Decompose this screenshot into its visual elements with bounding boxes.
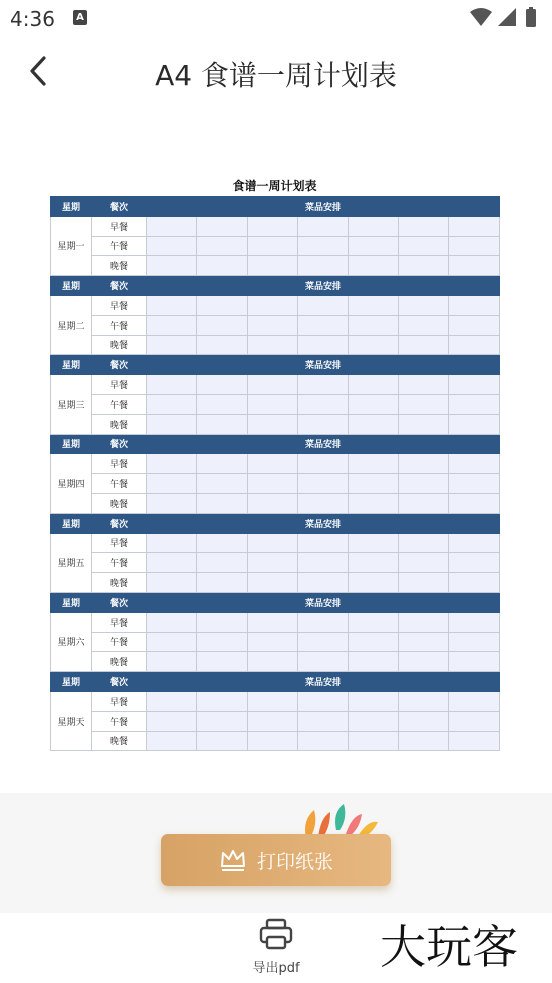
dish-cell[interactable]: [449, 335, 500, 355]
dish-cell[interactable]: [247, 731, 297, 751]
dish-cell[interactable]: [348, 454, 398, 474]
dish-cell[interactable]: [197, 375, 247, 395]
dish-cell[interactable]: [398, 533, 448, 553]
dish-cell[interactable]: [449, 256, 500, 276]
dish-cell[interactable]: [449, 533, 500, 553]
meal-cell: 午餐: [92, 711, 147, 731]
table-header-row: [51, 276, 500, 296]
dish-cell[interactable]: [197, 216, 247, 236]
dish-cell[interactable]: [398, 216, 448, 236]
document-preview: [50, 176, 499, 751]
wifi-icon: [470, 8, 492, 26]
meal-cell: 午餐: [92, 394, 147, 414]
table-row: [51, 533, 500, 553]
dish-cell[interactable]: [147, 236, 197, 256]
battery-icon: [526, 9, 536, 27]
dish-cell[interactable]: [197, 573, 247, 593]
meal-cell: 晚餐: [92, 573, 147, 593]
dish-cell[interactable]: [348, 474, 398, 494]
dish-cell[interactable]: [449, 216, 500, 236]
cell-signal-icon: [498, 8, 516, 26]
print-paper-button[interactable]: [161, 834, 391, 886]
dish-cell[interactable]: [298, 711, 348, 731]
dish-cell[interactable]: [449, 652, 500, 672]
dish-cell[interactable]: [398, 632, 448, 652]
dish-cell[interactable]: [298, 652, 348, 672]
dish-cell[interactable]: [449, 493, 500, 513]
dish-cell[interactable]: [247, 573, 297, 593]
table-row: [51, 295, 500, 315]
dish-cell[interactable]: [398, 375, 448, 395]
dish-cell[interactable]: [298, 731, 348, 751]
table-header-row: [51, 592, 500, 612]
dish-cell[interactable]: [197, 711, 247, 731]
dish-cell[interactable]: [247, 335, 297, 355]
dish-cell[interactable]: [348, 295, 398, 315]
meal-cell: 晚餐: [92, 493, 147, 513]
table-row: [51, 315, 500, 335]
app-header: [0, 38, 552, 108]
dish-cell[interactable]: [247, 394, 297, 414]
header-day-label: 星期: [51, 434, 92, 454]
header-meal-label: 餐次: [92, 355, 147, 375]
meal-cell: 午餐: [92, 553, 147, 573]
dish-cell[interactable]: [197, 533, 247, 553]
status-time: 4:36: [10, 7, 55, 31]
dish-cell[interactable]: [449, 573, 500, 593]
dish-cell[interactable]: [298, 612, 348, 632]
dish-cell[interactable]: [348, 394, 398, 414]
dish-cell[interactable]: [147, 375, 197, 395]
dish-cell[interactable]: [247, 315, 297, 335]
header-dishes-label: 菜品安排: [147, 355, 500, 375]
meal-cell: 晚餐: [92, 414, 147, 434]
dish-cell[interactable]: [247, 474, 297, 494]
dish-cell[interactable]: [449, 315, 500, 335]
dish-cell[interactable]: [298, 691, 348, 711]
dish-cell[interactable]: [147, 474, 197, 494]
dish-cell[interactable]: [298, 315, 348, 335]
dish-cell[interactable]: [147, 315, 197, 335]
table-row: [51, 573, 500, 593]
dish-cell[interactable]: [348, 652, 398, 672]
header-day-label: 星期: [51, 672, 92, 692]
day-cell: 星期三: [51, 375, 92, 434]
dish-cell[interactable]: [147, 691, 197, 711]
meal-cell: 早餐: [92, 691, 147, 711]
dish-cell[interactable]: [449, 236, 500, 256]
table-header-row: [51, 355, 500, 375]
table-header-row: [51, 197, 500, 217]
dish-cell[interactable]: [147, 394, 197, 414]
dish-cell[interactable]: [147, 652, 197, 672]
export-label: 导出pdf: [252, 961, 300, 976]
meal-cell: 早餐: [92, 533, 147, 553]
dish-cell[interactable]: [398, 394, 448, 414]
dish-cell[interactable]: [298, 295, 348, 315]
dish-cell[interactable]: [247, 533, 297, 553]
dish-cell[interactable]: [449, 632, 500, 652]
dish-cell[interactable]: [147, 573, 197, 593]
print-button-label: 打印纸张: [256, 850, 333, 873]
dish-cell[interactable]: [398, 731, 448, 751]
meal-cell: 早餐: [92, 375, 147, 395]
dish-cell[interactable]: [298, 216, 348, 236]
header-dishes-label: 菜品安排: [147, 592, 500, 612]
table-row: [51, 216, 500, 236]
dish-cell[interactable]: [247, 493, 297, 513]
header-day-label: 星期: [51, 197, 92, 217]
table-row: [51, 711, 500, 731]
table-row: [51, 731, 500, 751]
dish-cell[interactable]: [298, 236, 348, 256]
table-row: [51, 256, 500, 276]
dish-cell[interactable]: [398, 295, 448, 315]
dish-cell[interactable]: [298, 493, 348, 513]
table-row: [51, 493, 500, 513]
dish-cell[interactable]: [298, 256, 348, 276]
day-cell: 星期天: [51, 691, 92, 750]
dish-cell[interactable]: [449, 454, 500, 474]
dish-cell[interactable]: [247, 652, 297, 672]
table-row: [51, 414, 500, 434]
svg-text:大玩客: 大玩客: [380, 920, 518, 973]
header-meal-label: 餐次: [92, 276, 147, 296]
page-title: A4 食谱一周计划表: [155, 59, 397, 92]
header-meal-label: 餐次: [92, 197, 147, 217]
dish-cell[interactable]: [398, 315, 448, 335]
table-row: [51, 375, 500, 395]
table-row: [51, 632, 500, 652]
dish-cell[interactable]: [398, 573, 448, 593]
meal-cell: 午餐: [92, 474, 147, 494]
header-day-label: 星期: [51, 592, 92, 612]
dish-cell[interactable]: [147, 335, 197, 355]
dish-cell[interactable]: [197, 315, 247, 335]
dish-cell[interactable]: [247, 612, 297, 632]
meal-cell: 早餐: [92, 454, 147, 474]
bottom-bar: [0, 913, 552, 983]
dish-cell[interactable]: [398, 691, 448, 711]
table-row: [51, 474, 500, 494]
dish-cell[interactable]: [147, 553, 197, 573]
printer-icon: [258, 917, 294, 951]
document-title: 食谱一周计划表: [232, 179, 317, 193]
dish-cell[interactable]: [348, 731, 398, 751]
dish-cell[interactable]: [398, 454, 448, 474]
dish-cell[interactable]: [197, 652, 247, 672]
dish-cell[interactable]: [247, 256, 297, 276]
dish-cell[interactable]: [449, 553, 500, 573]
dish-cell[interactable]: [298, 553, 348, 573]
dish-cell[interactable]: [298, 533, 348, 553]
dish-cell[interactable]: [398, 711, 448, 731]
dish-cell[interactable]: [449, 295, 500, 315]
table-row: [51, 691, 500, 711]
header-meal-label: 餐次: [92, 592, 147, 612]
dish-cell[interactable]: [147, 632, 197, 652]
header-day-label: 星期: [51, 276, 92, 296]
dish-cell[interactable]: [298, 474, 348, 494]
dish-cell[interactable]: [449, 414, 500, 434]
signal-battery-icons: [468, 6, 544, 30]
dish-cell[interactable]: [197, 236, 247, 256]
dish-cell[interactable]: [147, 731, 197, 751]
dish-cell[interactable]: [247, 553, 297, 573]
dish-cell[interactable]: [348, 216, 398, 236]
dish-cell[interactable]: [147, 414, 197, 434]
dish-cell[interactable]: [197, 731, 247, 751]
meal-cell: 午餐: [92, 315, 147, 335]
meal-cell: 午餐: [92, 236, 147, 256]
status-bar: [0, 0, 552, 38]
dish-cell[interactable]: [147, 612, 197, 632]
dish-cell[interactable]: [197, 493, 247, 513]
notification-icon: A: [73, 10, 87, 25]
header-day-label: 星期: [51, 355, 92, 375]
dish-cell[interactable]: [247, 295, 297, 315]
crown-icon: [219, 848, 247, 872]
dish-cell[interactable]: [398, 553, 448, 573]
dish-cell[interactable]: [298, 335, 348, 355]
dish-cell[interactable]: [197, 335, 247, 355]
dish-cell[interactable]: [247, 632, 297, 652]
dish-cell[interactable]: [449, 691, 500, 711]
dish-cell[interactable]: [348, 315, 398, 335]
dish-cell[interactable]: [348, 375, 398, 395]
dish-cell[interactable]: [197, 691, 247, 711]
header-dishes-label: 菜品安排: [147, 434, 500, 454]
header-dishes-label: 菜品安排: [147, 197, 500, 217]
dish-cell[interactable]: [348, 691, 398, 711]
dish-cell[interactable]: [449, 612, 500, 632]
dish-cell[interactable]: [197, 474, 247, 494]
dish-cell[interactable]: [147, 493, 197, 513]
table-row: [51, 394, 500, 414]
table-header-row: [51, 672, 500, 692]
dish-cell[interactable]: [398, 612, 448, 632]
meal-cell: 早餐: [92, 295, 147, 315]
dish-cell[interactable]: [348, 632, 398, 652]
dish-cell[interactable]: [449, 731, 500, 751]
header-meal-label: 餐次: [92, 672, 147, 692]
header-dishes-label: 菜品安排: [147, 513, 500, 533]
dish-cell[interactable]: [398, 493, 448, 513]
dish-cell[interactable]: [449, 394, 500, 414]
dish-cell[interactable]: [197, 612, 247, 632]
dish-cell[interactable]: [298, 375, 348, 395]
meal-cell: 晚餐: [92, 256, 147, 276]
table-header-row: [51, 434, 500, 454]
meal-cell: 午餐: [92, 632, 147, 652]
dish-cell[interactable]: [197, 394, 247, 414]
dish-cell[interactable]: [197, 256, 247, 276]
watermark-logo: [376, 917, 546, 973]
dish-cell[interactable]: [298, 394, 348, 414]
dish-cell[interactable]: [298, 573, 348, 593]
dish-cell[interactable]: [147, 256, 197, 276]
header-dishes-label: 菜品安排: [147, 276, 500, 296]
dish-cell[interactable]: [298, 414, 348, 434]
export-pdf-button[interactable]: [244, 917, 308, 979]
dish-cell[interactable]: [348, 573, 398, 593]
header-meal-label: 餐次: [92, 434, 147, 454]
weekly-menu-table: [50, 196, 500, 751]
meal-cell: 晚餐: [92, 652, 147, 672]
day-cell: 星期五: [51, 533, 92, 592]
dish-cell[interactable]: [247, 454, 297, 474]
dish-cell[interactable]: [147, 295, 197, 315]
day-cell: 星期一: [51, 216, 92, 275]
day-cell: 星期四: [51, 454, 92, 513]
dish-cell[interactable]: [147, 216, 197, 236]
dish-cell[interactable]: [197, 454, 247, 474]
meal-cell: 早餐: [92, 612, 147, 632]
header-dishes-label: 菜品安排: [147, 672, 500, 692]
meal-cell: 早餐: [92, 216, 147, 236]
dish-cell[interactable]: [298, 632, 348, 652]
table-row: [51, 454, 500, 474]
dish-cell[interactable]: [348, 256, 398, 276]
dish-cell[interactable]: [247, 375, 297, 395]
dish-cell[interactable]: [348, 533, 398, 553]
dish-cell[interactable]: [197, 295, 247, 315]
table-header-row: [51, 513, 500, 533]
dish-cell[interactable]: [247, 414, 297, 434]
dish-cell[interactable]: [398, 335, 448, 355]
dish-cell[interactable]: [247, 691, 297, 711]
dish-cell[interactable]: [398, 474, 448, 494]
header-meal-label: 餐次: [92, 513, 147, 533]
header-day-label: 星期: [51, 513, 92, 533]
dish-cell[interactable]: [147, 454, 197, 474]
dish-cell[interactable]: [197, 632, 247, 652]
table-row: [51, 612, 500, 632]
dish-cell[interactable]: [247, 711, 297, 731]
dish-cell[interactable]: [348, 553, 398, 573]
dish-cell[interactable]: [147, 533, 197, 553]
dish-cell[interactable]: [197, 553, 247, 573]
dish-cell[interactable]: [348, 414, 398, 434]
dish-cell[interactable]: [348, 711, 398, 731]
dish-cell[interactable]: [398, 652, 448, 672]
dish-cell[interactable]: [449, 375, 500, 395]
day-cell: 星期二: [51, 295, 92, 354]
dish-cell[interactable]: [398, 414, 448, 434]
meal-cell: 晚餐: [92, 731, 147, 751]
dish-cell[interactable]: [348, 335, 398, 355]
dish-cell[interactable]: [348, 493, 398, 513]
dish-cell[interactable]: [247, 236, 297, 256]
table-row: [51, 553, 500, 573]
dish-cell[interactable]: [449, 711, 500, 731]
dish-cell[interactable]: [298, 454, 348, 474]
table-row: [51, 236, 500, 256]
table-row: [51, 652, 500, 672]
meal-cell: 晚餐: [92, 335, 147, 355]
dish-cell[interactable]: [348, 236, 398, 256]
dish-cell[interactable]: [197, 414, 247, 434]
day-cell: 星期六: [51, 612, 92, 671]
dish-cell[interactable]: [247, 216, 297, 236]
dish-cell[interactable]: [348, 612, 398, 632]
dish-cell[interactable]: [398, 256, 448, 276]
dish-cell[interactable]: [449, 474, 500, 494]
dish-cell[interactable]: [398, 236, 448, 256]
dish-cell[interactable]: [147, 711, 197, 731]
table-row: [51, 335, 500, 355]
